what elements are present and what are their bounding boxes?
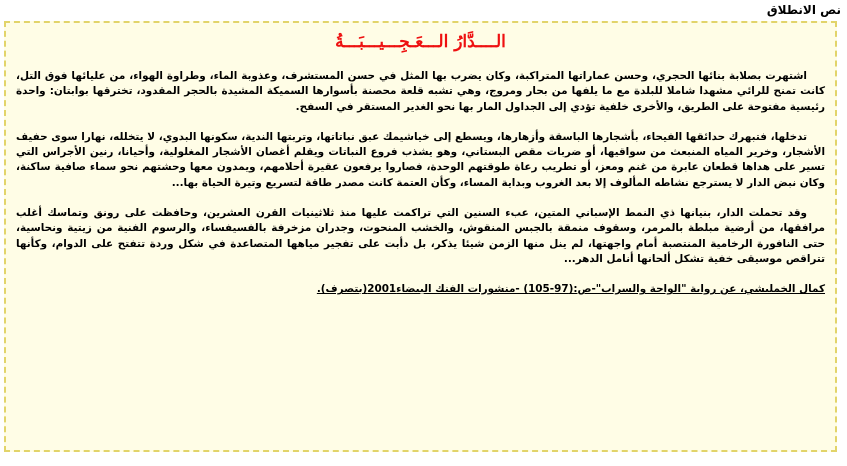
section-label: نص الانطلاق: [766, 3, 841, 17]
paragraph-1: اشتهرت بصلابة بنائها الحجري، وحسن عماراتها المتراكبة، وكان يضرب بها المثل في حسن المستشرف، وعذوبة الماء، وطراوة الهواء، من عليائها فوق التل، كانت تمنح للرائي مشهدا شاملا للبلدة مع ما يلفها من بحار ومروج، وهي تشبه قلعة محصنة بأسوارها السميكة المشيدة بالحجر المقدود، تخترقها بوابتان: واحدة رئيسية مفتوحة على الطريق، والأخرى خلفية تؤدي إلى الجداول المار بها نحو الغدير المستقر في السفح.: [16, 70, 825, 113]
paragraph-3: وقد تحملت الدار، بنيانها ذي النمط الإسباني المتين، عبء السنين التي تراكمت عليها منذ ثلاثينيات القرن العشرين، وحافظت على رونق وتماسك أغلب مرافقها، من أرضية مبلطة بالمرمر، وسقوف منمقة بالجبس المنقوش، والخشب المنحوت، وجدران مزخرفة بالفسيفساء، والرسوم الفنية من زيتية ونحاسية، حتى النافورة الرخامية المنتصبة أمام واجهتها، لم ينل منها الزمن شيئا يذكر، بل دأبت على تفجير مياهها المتصاعدة في شكل وردة تتفتح على الدوام، وكأنها تتراقص موسيقى خفية تشكل ألحانها أنامل الدهر...: [16, 207, 825, 265]
text-title: الــــدَّارُ الـــعَـجِـــيـــبَـــةُ: [335, 32, 506, 52]
text-box: [4, 21, 837, 452]
source-citation: كمال الخمليشي، عن رواية "الواحة والسراب"-ص:(97-105) -منشورات الفنك البيضاء2001(بتصرف).: [316, 283, 825, 296]
paragraph-2: تدخلها، فتبهرك حدائقها الفيحاء، بأشجارها الباسقة وأزهارها، ويسطع إلى خياشيمك عبق نباتاتها، وتربتها الندية، سكونها البدوي، لا يتخلله، نهارا سوى حفيف الأشجار، وخرير المياه المنبعث من سواقيها، أو ضربات مقص البستاني، وهو يشذب فروع النباتات ويقلم أغصان الأشجار المغلولية، وأحيانا، رنين الأجراس التي تسير على هداها قطعان عابرة من غنم ومعز، أو تطريب رعاة طوقتهم الوحدة، فصاروا يرفعون عقيرة أحلامهم، ويمدون معها وحشتهم نحو سماء صافية ساكنة، وكان نبض الدار لا يسترجع نشاطه المألوف إلا بعد الغروب وبداية المساء، وكأن العتمة كانت مصدر طاقة لتسريع وتيرة الحياة بها...: [16, 130, 825, 189]
